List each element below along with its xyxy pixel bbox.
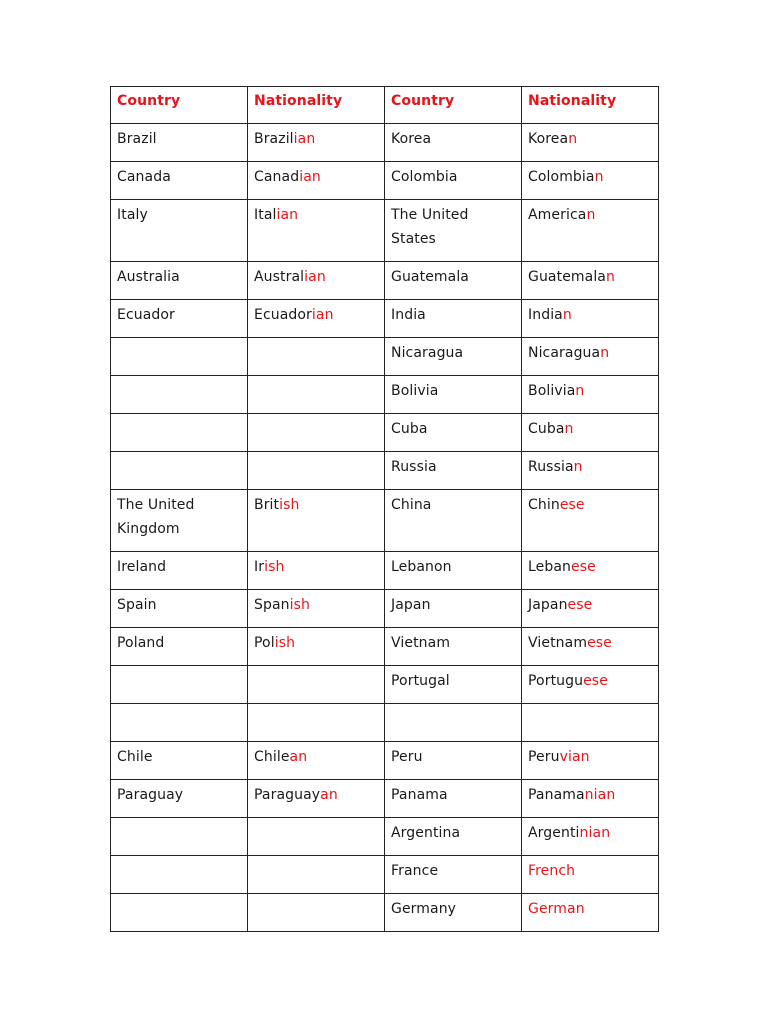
nationality-cell [522,162,659,200]
table-row [111,590,659,628]
nationality-base: Leban [528,559,572,575]
nationality-cell [248,376,385,414]
country-cell: Korea [385,124,522,162]
nationality-base: Span [254,597,290,613]
nationality-base: Ital [254,207,277,223]
country-cell: Germany [385,894,522,932]
country-cell: India [385,300,522,338]
nationality-cell [522,338,659,376]
country-cell: Colombia [385,162,522,200]
nationality-cell [522,414,659,452]
nationality-suffix: ish [274,635,296,651]
table-row [111,818,659,856]
nationality-suffix: nian [584,787,616,803]
table-row [111,856,659,894]
country-cell [385,704,522,742]
country-cell: Vietnam [385,628,522,666]
nationality-cell [522,856,659,894]
nationality-base: Peru [528,749,560,765]
country-cell: Spain [111,590,248,628]
table-row [111,666,659,704]
nationality-base: Paraguay [254,787,321,803]
nationality-suffix: ian [293,131,316,147]
nationality-suffix: n [568,131,578,147]
table-row [111,262,659,300]
nationality-base: Nicaragua [528,345,601,361]
country-cell: Nicaragua [385,338,522,376]
nationality-cell [522,742,659,780]
nationality-suffix: ese [571,559,596,575]
country-cell [111,704,248,742]
table-row [111,124,659,162]
country-cell [111,818,248,856]
country-cell: Guatemala [385,262,522,300]
table-row [111,452,659,490]
nationality-cell [248,552,385,590]
nationality-cell [522,376,659,414]
nationality-suffix: n [575,383,585,399]
nationality-cell [248,818,385,856]
nationality-suffix: ish [279,497,300,513]
header-nationality-1: Nationality [248,87,385,124]
nationality-suffix: ian [276,207,299,223]
country-cell: China [385,490,522,552]
nationality-base: Panama [528,787,585,803]
nationality-base: Chin [528,497,560,513]
header-country-2: Country [385,87,522,124]
nationality-cell [248,124,385,162]
nationality-cell [522,124,659,162]
country-cell: Australia [111,262,248,300]
nationality-cell [248,666,385,704]
nationality-cell [248,894,385,932]
table-row [111,300,659,338]
nationality-suffix: n [564,421,574,437]
country-cell: Japan [385,590,522,628]
table-row [111,338,659,376]
country-cell: Ecuador [111,300,248,338]
nationality-base: Austral [254,269,305,285]
country-cell: Brazil [111,124,248,162]
table-row [111,200,659,262]
nationality-base: Vietnam [528,635,588,651]
country-cell: Portugal [385,666,522,704]
nationality-cell [522,552,659,590]
country-cell: Chile [111,742,248,780]
nationality-cell [522,200,659,262]
nationality-base: America [528,207,587,223]
country-cell: Panama [385,780,522,818]
table-row [111,376,659,414]
country-cell: Cuba [385,414,522,452]
country-cell: The United Kingdom [111,490,248,552]
nationality-cell [248,856,385,894]
country-cell: Russia [385,452,522,490]
nationality-suffix: ese [559,497,585,513]
country-cell [111,894,248,932]
nationality-base: Pol [254,635,275,651]
nationality-suffix: n [600,345,610,361]
table-header-row [111,87,659,124]
nationality-cell [248,338,385,376]
country-cell: Peru [385,742,522,780]
country-cell: Paraguay [111,780,248,818]
nationality-cell [248,590,385,628]
nationality-base: Portugu [528,673,584,689]
nationality-base: Cuba [528,421,565,437]
nationality-suffix: n [606,269,615,285]
country-cell: Argentina [385,818,522,856]
country-cell: Bolivia [385,376,522,414]
nationality-suffix: n [594,169,604,185]
nationality-base: Japan [528,597,568,613]
nationality-cell [522,818,659,856]
nationality-cell [248,300,385,338]
table-row [111,704,659,742]
nationality-suffix: ish [289,597,310,613]
country-cell: Ireland [111,552,248,590]
nationality-suffix: nian [579,825,611,841]
country-cell [111,414,248,452]
nationality-cell [522,628,659,666]
header-nationality-2: Nationality [522,87,659,124]
country-cell: Italy [111,200,248,262]
country-cell: Poland [111,628,248,666]
nationality-cell [248,162,385,200]
nationality-suffix: German [528,901,585,917]
nationality-cell [522,300,659,338]
table-row [111,490,659,552]
country-cell: The United States [385,200,522,262]
table-row [111,414,659,452]
table-row [111,628,659,666]
country-cell [111,452,248,490]
nationality-suffix: ish [264,559,285,575]
country-cell [111,666,248,704]
table-row [111,552,659,590]
nationality-cell [248,780,385,818]
nationality-cell [248,704,385,742]
table-row [111,894,659,932]
nationality-cell [522,262,659,300]
nationality-cell [522,452,659,490]
nationality-base: Brazil [254,131,294,147]
country-cell [111,338,248,376]
nationality-suffix: ese [587,635,612,651]
nationality-base: Korea [528,131,569,147]
nationality-base: Argenti [528,825,580,841]
nationality-cell [248,490,385,552]
nationality-cell [522,490,659,552]
country-cell: Lebanon [385,552,522,590]
nationality-cell [248,628,385,666]
nationality-base: Ir [254,559,265,575]
nationality-cell [522,590,659,628]
nationality-suffix: n [573,459,583,475]
country-cell [111,856,248,894]
nationality-cell [248,414,385,452]
nationality-suffix: ian [299,169,321,185]
nationality-base: India [528,307,563,323]
nationality-cell [522,666,659,704]
nationality-cell [522,704,659,742]
nationality-cell [522,894,659,932]
country-cell [111,376,248,414]
table-row [111,742,659,780]
nationality-suffix: n [586,207,596,223]
table-row [111,780,659,818]
nationality-suffix: ian [311,307,334,323]
nationality-base: Russia [528,459,574,475]
nationality-base: Canad [254,169,300,185]
country-cell: Canada [111,162,248,200]
header-country-1: Country [111,87,248,124]
nationality-suffix: French [528,863,576,879]
nationality-cell [248,200,385,262]
nationality-cell [248,452,385,490]
nationality-suffix: vian [559,749,590,765]
nationality-base: Chile [254,749,290,765]
nationality-cell [248,262,385,300]
nationality-cell [522,780,659,818]
nationality-base: Brit [254,497,280,513]
nationality-base: Guatemala [528,269,606,285]
country-cell: France [385,856,522,894]
nationality-suffix: n [562,307,572,323]
nationality-suffix: ese [583,673,608,689]
nationality-base: Bolivia [528,383,576,399]
table-row [111,162,659,200]
nationality-suffix: ian [304,269,326,285]
nationality-base: Colombia [528,169,595,185]
nationality-suffix: an [320,787,338,803]
nationality-table [110,86,659,932]
nationality-base: Ecuador [254,307,312,323]
nationality-cell [248,742,385,780]
nationality-suffix: ese [567,597,593,613]
nationality-suffix: an [289,749,308,765]
